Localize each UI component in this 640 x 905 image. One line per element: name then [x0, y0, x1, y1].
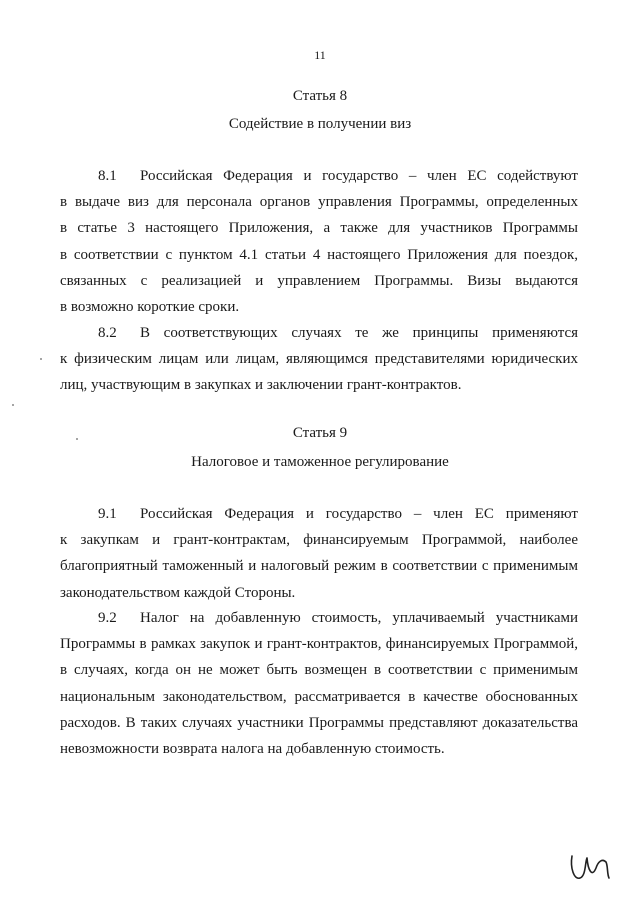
paragraph-line: в статье 3 настоящего Приложения, а также для участников Программы: [60, 220, 578, 237]
paragraph-line: в случаях, когда он не может быть возмещен в соответствии с применимым: [60, 662, 578, 679]
paragraph-line: благоприятный таможенный и налоговый режим в соответствии с применимым: [60, 558, 578, 575]
paragraph-number: 9.2: [98, 610, 117, 626]
paragraph-line: 8.2 В соответствующих случаях те же принципы применяются: [60, 320, 578, 346]
paragraph-9-2: [60, 605, 578, 762]
article-9-subtitle: Налоговое и таможенное регулирование: [191, 454, 449, 470]
paragraph-line: к закупкам и грант-контрактам, финансируемым Программой, наиболее: [60, 532, 578, 549]
article-8-title: Статья 8: [292, 88, 348, 104]
paragraph-line: 8.1 Российская Федерация и государство – член ЕС содействуют: [60, 163, 578, 189]
paragraph-8-2: [60, 320, 578, 399]
scan-speck: [12, 404, 14, 406]
scan-speck: [76, 438, 78, 440]
scan-speck: [40, 358, 42, 360]
paragraph-line: законодательством каждой Стороны.: [60, 584, 296, 601]
paragraph-line: 9.1 Российская Федерация и государство – член ЕС применяют: [60, 501, 578, 527]
article-8-subtitle: Содействие в получении виз: [228, 116, 412, 132]
paragraph-line: национальным законодательством, рассматривается в качестве обоснованных: [60, 688, 578, 705]
paragraph-line: связанных с реализацией и управлением Программы. Визы выдаются: [60, 272, 578, 289]
paragraph-8-1: [60, 163, 578, 320]
paragraph-line: расходов. В таких случаях участники Программы представляют доказательства: [60, 714, 578, 731]
paragraph-number: 9.1: [98, 506, 117, 522]
article-9-title: Статья 9: [292, 425, 348, 441]
page-number: 11: [314, 48, 326, 62]
handwritten-initials-icon: [568, 848, 612, 884]
paragraph-line: невозможности возврата налога на добавленную стоимость.: [60, 741, 445, 758]
paragraph-line: лиц, участвующим в закупках и заключении грант-контрактов.: [60, 377, 462, 394]
paragraph-line: в возможно короткие сроки.: [60, 299, 240, 316]
paragraph-line: в выдаче виз для персонала органов управления Программы, определенных: [60, 194, 578, 211]
paragraph-number: 8.1: [98, 168, 117, 184]
paragraph-number: 8.2: [98, 325, 117, 341]
paragraph-line: Программы в рамках закупок и грант-контрактов, финансируемых Программой,: [60, 636, 578, 653]
paragraph-9-1: [60, 501, 578, 606]
paragraph-line: 9.2 Налог на добавленную стоимость, уплачиваемый участниками: [60, 605, 578, 631]
paragraph-line: к физическим лицам или лицам, являющимся представителями юридических: [60, 351, 578, 368]
paragraph-line: в соответствии с пунктом 4.1 статьи 4 настоящего Приложения для поездок,: [60, 246, 578, 263]
